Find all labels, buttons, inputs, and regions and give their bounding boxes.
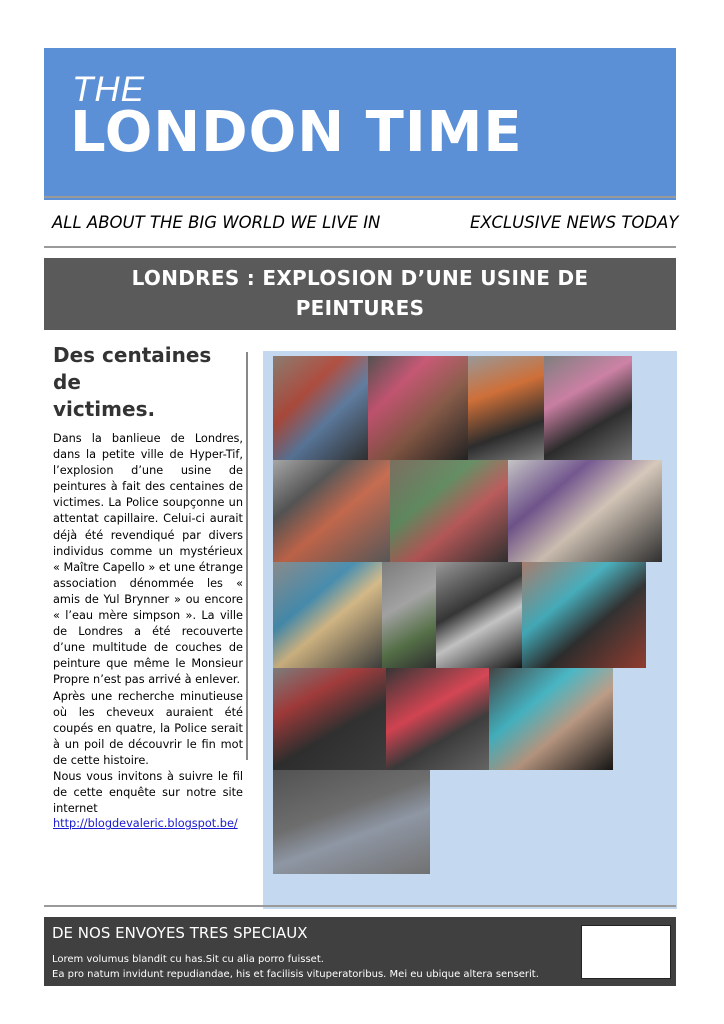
divider-top <box>44 196 676 198</box>
column-divider <box>246 352 248 760</box>
article-paragraph: Dans la banlieue de Londres, dans la petite ville de Hyper-Tif, l’explosion d’une usine de peintures à fait des centaines de victimes. La Police soupçonne un attentat capillaire. Celui-ci aurait déjà été revendiqué par divers individus comme un mystérieux « Maître Capello » et une étrange association dénommée les « amis de Yul Brynner » ou encore « l’eau mère simpson ». La ville de Londres a été recouverte d’une multitude de couches de peinture que même le Monsieur Propre n’est pas arrivé à enlever. <box>53 432 243 687</box>
photo-orange-bun <box>273 460 390 562</box>
article-title-line1: Des centaines de <box>53 343 212 394</box>
blog-link[interactable]: http://blogdevaleric.blogspot.be/ <box>53 817 238 831</box>
footer-box <box>581 925 671 979</box>
photo-pink-hair-woman <box>368 356 468 460</box>
photo-sitting-women <box>273 770 430 874</box>
footer-text-line1: Lorem volumus blandit cu has.Sit cu alia porro fuisset. <box>52 954 324 965</box>
article-body <box>53 431 243 817</box>
photo-green-hair <box>390 460 508 562</box>
photo-pink-braids <box>544 356 632 460</box>
article <box>53 342 243 830</box>
footer-title: DE NOS ENVOYES TRES SPECIAUX <box>52 924 308 942</box>
article-paragraph: Après une recherche minutieuse où les cheveux auraient été coupés en quatre, la Police serait à un poil de découvrir le fin mot de cette histoire. <box>53 689 243 767</box>
photo-grey-hair <box>382 562 436 668</box>
footer-text-line2: Ea pro natum invidunt repudiandae, his et facilisis vituperatoribus. Mei eu ubique altera senserit. <box>52 969 539 980</box>
article-title-line2: victimes. <box>53 397 156 421</box>
footer <box>44 917 676 986</box>
article-title <box>53 342 243 423</box>
headline-line1: LONDRES : EXPLOSION D’UNE USINE DE <box>131 266 589 290</box>
photo-bearded-man <box>436 562 522 668</box>
masthead <box>44 48 676 200</box>
photo-red-mohawk <box>273 356 368 460</box>
tagline-left: ALL ABOUT THE BIG WORLD WE LIVE IN <box>52 213 381 232</box>
footer-divider <box>44 905 676 907</box>
photo-blue-hair-crowd <box>273 562 382 668</box>
photo-teal-hair-man <box>522 562 646 668</box>
photo-red-hair-umbrella <box>386 668 489 770</box>
article-paragraph: Nous vous invitons à suivre le fil de cette enquête sur notre site internet <box>53 769 243 816</box>
photo-purple-hair <box>508 460 662 562</box>
masthead-the: THE <box>72 70 145 109</box>
photo-red-hair-youth <box>273 668 386 770</box>
tagline-right: EXCLUSIVE NEWS TODAY <box>470 213 679 232</box>
photo-blue-hair-sunglasses <box>489 668 613 770</box>
headline-bar <box>44 258 676 330</box>
headline-line2: PEINTURES <box>295 296 425 320</box>
masthead-title: LONDON TIME <box>70 100 523 165</box>
photo-orange-hair <box>468 356 544 460</box>
divider-mid <box>44 246 676 248</box>
